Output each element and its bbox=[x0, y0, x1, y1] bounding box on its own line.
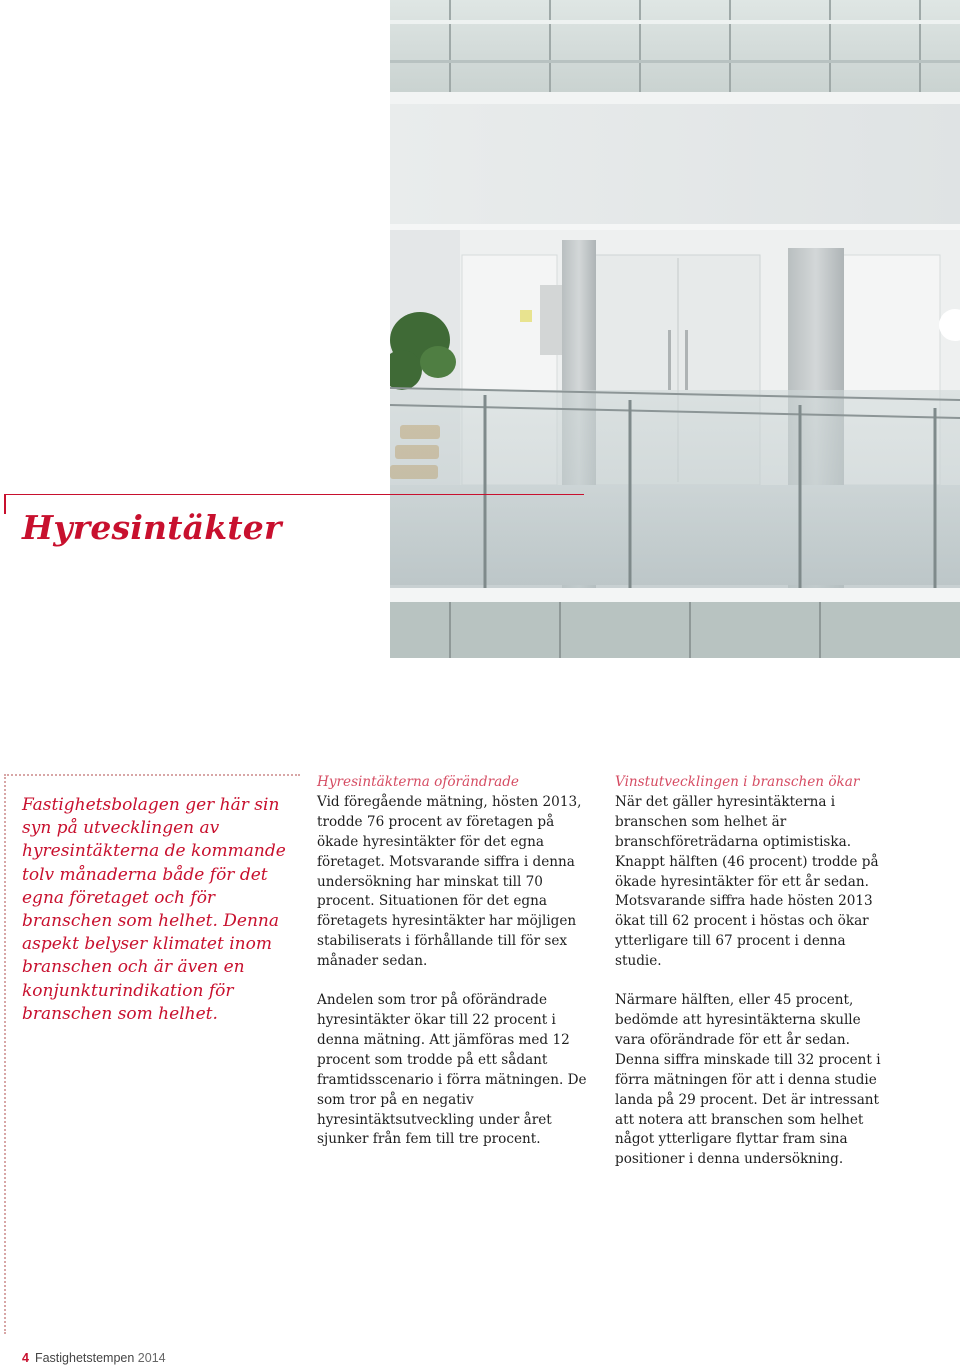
column-1-paragraph-1: Vid föregående mätning, hösten 2013, trodde 76 procent av företagen på ökade hyresintäkter för det egna företaget. Motsvarande siffra i denna undersökning har minskat till 70 procent. Situationen för det egna företagets hyresintäkter har möjligen stabiliserats i förhållande till för sex månader sedan. bbox=[317, 793, 582, 970]
page-title: Hyresintäkter bbox=[22, 508, 282, 547]
heading-rule-vertical bbox=[4, 494, 6, 514]
heading-rule bbox=[4, 494, 584, 495]
column-2-heading: Vinstutvecklingen i branschen ökar bbox=[615, 774, 860, 790]
column-2-paragraph-1: När det gäller hyresintäkterna i branschen som helhet är branschföreträdarna optimistiska. Knappt hälften (46 procent) trodde på ökade hyresintäkter för ett år sedan. Motsvarande siffra hade hösten 2013 ökat till 62 procent i höstas och ökar ytterligare till 67 procent i denna studie. bbox=[615, 793, 879, 970]
lead-rule bbox=[4, 774, 300, 776]
lead-rule-vertical bbox=[4, 774, 6, 1334]
publication-name: Fastighetstempen bbox=[34, 1351, 135, 1365]
publication-year: 2014 bbox=[137, 1351, 166, 1365]
column-1-paragraph-2: Andelen som tror på oförändrade hyresintäkter ökar till 22 procent i denna mätning. Att jämföras med 12 procent som trodde på ett sådant framtidsscenario i förra mätningen. De som tror på en negativ hyresintäktsutveckling under året sjunker från fem till tre procent. bbox=[317, 992, 587, 1148]
office-atrium-photo bbox=[390, 0, 960, 658]
page-number: 4 bbox=[22, 1351, 29, 1365]
lead-paragraph: Fastighetsbolagen ger här sin syn på utvecklingen av hyresintäkterna de kommande tolv månaderna både för det egna företaget och för branschen som helhet. Denna aspekt belyser klimatet inom branschen och är även en konjunkturindikation för branschen som helhet. bbox=[22, 795, 286, 1024]
text-column-2 bbox=[615, 773, 895, 1189]
column-1-heading: Hyresintäkterna oförändrade bbox=[317, 774, 519, 790]
column-2-paragraph-2: Närmare hälften, eller 45 procent, bedömde att hyresintäkterna skulle vara oförändrade för ett år sedan. Denna siffra minskade till 32 procent i förra mätningen för att i denna studie landa på 29 procent. Det är intressant att notera att branschen som helhet något ytterligare flyttar fram sina positioner i denna undersökning. bbox=[615, 992, 881, 1168]
page-footer bbox=[22, 1351, 166, 1365]
text-column-1 bbox=[317, 773, 597, 1169]
